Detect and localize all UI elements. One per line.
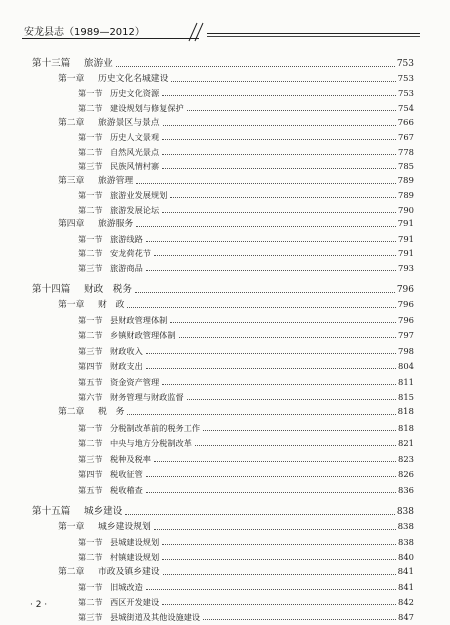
toc-page-number: 767 bbox=[398, 132, 414, 142]
toc-label: 第二节 bbox=[78, 330, 103, 340]
dot-leader bbox=[187, 399, 396, 400]
dot-leader bbox=[170, 197, 396, 198]
toc-chapter-row bbox=[58, 405, 414, 417]
dot-leader bbox=[187, 110, 396, 111]
toc-section-row bbox=[78, 550, 414, 562]
header-title: 安龙县志（1989—2012） bbox=[24, 27, 145, 38]
toc-section-row bbox=[78, 188, 414, 200]
toc-label: 第二章 bbox=[58, 567, 85, 577]
toc-page-number: 838 bbox=[398, 537, 414, 547]
toc-page-number: 778 bbox=[398, 147, 414, 157]
toc-page-number: 796 bbox=[396, 285, 414, 295]
dot-leader bbox=[127, 307, 395, 308]
toc-label: 第一节 bbox=[78, 132, 103, 142]
toc-section-row bbox=[78, 261, 414, 273]
toc-label: 第十三篇 bbox=[32, 58, 71, 69]
toc-page-number: 796 bbox=[398, 315, 414, 325]
toc-title: 县城街道及其他设施建设 bbox=[110, 612, 201, 622]
toc-page-number: 842 bbox=[398, 597, 414, 607]
dot-leader bbox=[146, 368, 396, 369]
dot-leader bbox=[125, 514, 394, 515]
toc-page-number: 811 bbox=[398, 377, 414, 387]
dot-leader bbox=[203, 430, 396, 431]
toc-title: 旅游管理 bbox=[98, 176, 134, 186]
toc-page-number: 797 bbox=[398, 330, 414, 340]
toc-title: 城乡建设规划 bbox=[98, 522, 151, 532]
toc-section-row bbox=[78, 375, 414, 387]
page-number: · 2 · bbox=[30, 600, 48, 610]
dot-leader bbox=[162, 154, 396, 155]
toc-title: 税收稽查 bbox=[110, 485, 143, 495]
toc-page-number: 838 bbox=[397, 522, 414, 532]
toc-page-number: 793 bbox=[398, 263, 414, 273]
toc-title: 资金资产管理 bbox=[110, 377, 160, 387]
dot-leader bbox=[163, 574, 396, 575]
toc-label: 第三节 bbox=[78, 263, 103, 273]
toc-part-row bbox=[32, 57, 414, 69]
dot-leader bbox=[154, 461, 396, 462]
dot-leader bbox=[162, 544, 396, 545]
toc-page-number: 838 bbox=[396, 507, 414, 517]
toc-label: 第四节 bbox=[78, 361, 103, 371]
toc-title: 旅游线路 bbox=[110, 234, 143, 244]
dot-leader bbox=[162, 168, 396, 169]
toc-page-number: 815 bbox=[398, 392, 414, 402]
dot-leader bbox=[136, 226, 395, 227]
toc-title: 自然风光景点 bbox=[110, 147, 160, 157]
toc-title: 旅游商品 bbox=[110, 263, 143, 273]
toc-title: 县城建设规划 bbox=[110, 537, 160, 547]
dot-leader bbox=[162, 212, 396, 213]
toc-title: 西区开发建设 bbox=[110, 597, 160, 607]
toc-title: 城乡建设 bbox=[84, 506, 123, 517]
toc-label: 第五节 bbox=[78, 377, 103, 387]
toc-section-row bbox=[78, 436, 414, 448]
toc-page-number: 791 bbox=[398, 234, 414, 244]
dot-leader bbox=[146, 353, 396, 354]
toc-label: 第三节 bbox=[78, 454, 103, 464]
toc-label: 第十五篇 bbox=[32, 506, 71, 517]
toc-title: 建设规划与修复保护 bbox=[110, 103, 184, 113]
toc-label: 第一节 bbox=[78, 423, 103, 433]
toc-label: 第二节 bbox=[78, 438, 103, 448]
toc-label: 第一节 bbox=[78, 190, 103, 200]
toc-page-number: 841 bbox=[397, 567, 414, 577]
dot-leader bbox=[136, 183, 395, 184]
dot-leader bbox=[154, 529, 396, 530]
toc-title: 旅游发展论坛 bbox=[110, 205, 160, 215]
toc-title: 村镇建设规划 bbox=[110, 552, 160, 562]
toc-label: 第一章 bbox=[58, 522, 85, 532]
toc-title: 税收征管 bbox=[110, 469, 143, 479]
toc-section-row bbox=[78, 580, 414, 592]
toc-title: 民族风情村寨 bbox=[110, 161, 160, 171]
dot-leader bbox=[116, 66, 395, 67]
toc-section-row bbox=[78, 359, 414, 371]
toc-page-number: 798 bbox=[398, 346, 414, 356]
toc-title: 财政支出 bbox=[110, 361, 143, 371]
toc-label: 第十四篇 bbox=[32, 284, 71, 295]
toc-title: 安龙荷花节 bbox=[110, 248, 151, 258]
dot-leader bbox=[171, 81, 395, 82]
toc-chapter-row bbox=[58, 217, 414, 229]
toc-section-row bbox=[78, 328, 414, 340]
toc-label: 第一节 bbox=[78, 88, 103, 98]
toc-part-row bbox=[32, 283, 414, 295]
dot-leader bbox=[154, 255, 396, 256]
toc-page-number: 789 bbox=[398, 190, 414, 200]
toc-page-number: 754 bbox=[398, 103, 414, 113]
toc-title: 旅游业 bbox=[84, 58, 113, 69]
toc-label: 第二章 bbox=[58, 407, 85, 417]
dot-leader bbox=[162, 139, 396, 140]
dot-leader bbox=[146, 270, 396, 271]
toc-title: 中央与地方分税制改革 bbox=[110, 438, 192, 448]
toc-label: 第二节 bbox=[78, 597, 103, 607]
toc-label: 第二节 bbox=[78, 552, 103, 562]
toc-page-number: 753 bbox=[396, 59, 414, 69]
toc-label: 第二节 bbox=[78, 205, 103, 215]
toc-label: 第一节 bbox=[78, 315, 103, 325]
toc-label: 第四节 bbox=[78, 469, 103, 479]
toc-section-row bbox=[78, 595, 414, 607]
toc-title: 历史人文景观 bbox=[110, 132, 160, 142]
toc-title: 县财政管理体制 bbox=[110, 315, 168, 325]
toc-label: 第一章 bbox=[58, 300, 85, 310]
toc-section-row bbox=[78, 130, 414, 142]
toc-title: 旅游业发展规划 bbox=[110, 190, 168, 200]
toc-label: 第三节 bbox=[78, 161, 103, 171]
toc-label: 第一节 bbox=[78, 537, 103, 547]
toc-part-row bbox=[32, 505, 414, 517]
dot-leader bbox=[146, 241, 396, 242]
toc-label: 第一节 bbox=[78, 582, 103, 592]
toc-title: 税 务 bbox=[98, 407, 125, 417]
toc-chapter-row bbox=[58, 116, 414, 128]
dot-leader bbox=[162, 95, 396, 96]
toc-label: 第二节 bbox=[78, 248, 103, 258]
dot-leader bbox=[195, 445, 396, 446]
toc-section-row bbox=[78, 313, 414, 325]
toc-label: 第三章 bbox=[58, 176, 85, 186]
toc-page-number: 789 bbox=[397, 176, 414, 186]
toc-page-number: 840 bbox=[398, 552, 414, 562]
toc-section-row bbox=[78, 232, 414, 244]
toc-page-number: 785 bbox=[398, 161, 414, 171]
dot-leader bbox=[146, 492, 396, 493]
toc-section-row bbox=[78, 246, 414, 258]
dot-leader bbox=[162, 384, 396, 385]
toc-page-number: 766 bbox=[397, 118, 414, 128]
toc-title: 旅游服务 bbox=[98, 219, 134, 229]
toc-page-number: 791 bbox=[398, 248, 414, 258]
toc-title: 历史文化资源 bbox=[110, 88, 160, 98]
dot-leader bbox=[146, 589, 396, 590]
toc-label: 第五节 bbox=[78, 485, 103, 495]
toc-page-number: 790 bbox=[398, 205, 414, 215]
toc-page-number: 823 bbox=[398, 454, 414, 464]
toc-page-number: 753 bbox=[398, 88, 414, 98]
toc-title: 财政 税务 bbox=[84, 284, 132, 295]
toc-page-number: 796 bbox=[397, 300, 414, 310]
toc-page-number: 826 bbox=[398, 469, 414, 479]
toc-page-number: 804 bbox=[398, 361, 414, 371]
toc-label: 第二节 bbox=[78, 103, 103, 113]
toc-chapter-row bbox=[58, 174, 414, 186]
toc-chapter-row bbox=[58, 298, 414, 310]
toc-title: 乡镇财政管理体制 bbox=[110, 330, 176, 340]
toc-section-row bbox=[78, 483, 414, 495]
toc-section-row bbox=[78, 610, 414, 622]
toc-section-row bbox=[78, 145, 414, 157]
toc-page-number: 791 bbox=[397, 219, 414, 229]
toc-title: 市政及镇乡建设 bbox=[98, 567, 160, 577]
toc-chapter-row bbox=[58, 520, 414, 532]
toc-page-number: 818 bbox=[397, 407, 414, 417]
toc-label: 第一章 bbox=[58, 74, 85, 84]
toc-label: 第六节 bbox=[78, 392, 103, 402]
toc-label: 第三节 bbox=[78, 346, 103, 356]
dot-leader bbox=[162, 604, 396, 605]
dot-leader bbox=[135, 292, 395, 293]
toc-section-row bbox=[78, 535, 414, 547]
toc-label: 第三节 bbox=[78, 612, 103, 622]
toc-title: 财务管理与财政监督 bbox=[110, 392, 184, 402]
toc-label: 第一节 bbox=[78, 234, 103, 244]
toc-chapter-row bbox=[58, 72, 414, 84]
toc-page-number: 836 bbox=[398, 485, 414, 495]
toc-page-number: 753 bbox=[397, 74, 414, 84]
toc-title: 财政收入 bbox=[110, 346, 143, 356]
toc-page-number: 847 bbox=[398, 612, 414, 622]
toc-title: 旧城改造 bbox=[110, 582, 143, 592]
toc-section-row bbox=[78, 101, 414, 113]
toc-title: 分税制改革前的税务工作 bbox=[110, 423, 201, 433]
toc-section-row bbox=[78, 421, 414, 433]
toc-title: 税种及税率 bbox=[110, 454, 151, 464]
toc-section-row bbox=[78, 203, 414, 215]
toc-label: 第二节 bbox=[78, 147, 103, 157]
toc-label: 第四章 bbox=[58, 219, 85, 229]
toc-section-row bbox=[78, 344, 414, 356]
dot-leader bbox=[127, 414, 395, 415]
dot-leader bbox=[162, 559, 396, 560]
dot-leader bbox=[146, 476, 396, 477]
toc-section-row bbox=[78, 390, 414, 402]
toc-section-row bbox=[78, 452, 414, 464]
toc-section-row bbox=[78, 467, 414, 479]
toc-label: 第二章 bbox=[58, 118, 85, 128]
dot-leader bbox=[170, 322, 396, 323]
dot-leader bbox=[163, 125, 396, 126]
toc-page-number: 818 bbox=[398, 423, 414, 433]
toc-section-row bbox=[78, 86, 414, 98]
toc-title: 财 政 bbox=[98, 300, 125, 310]
dot-leader bbox=[203, 619, 396, 620]
toc-title: 旅游景区与景点 bbox=[98, 118, 160, 128]
dot-leader bbox=[179, 337, 396, 338]
toc-page-number: 821 bbox=[398, 438, 414, 448]
toc-chapter-row bbox=[58, 565, 414, 577]
toc-title: 历史文化名城建设 bbox=[98, 74, 169, 84]
toc-page-number: 841 bbox=[398, 582, 414, 592]
toc-section-row bbox=[78, 159, 414, 171]
